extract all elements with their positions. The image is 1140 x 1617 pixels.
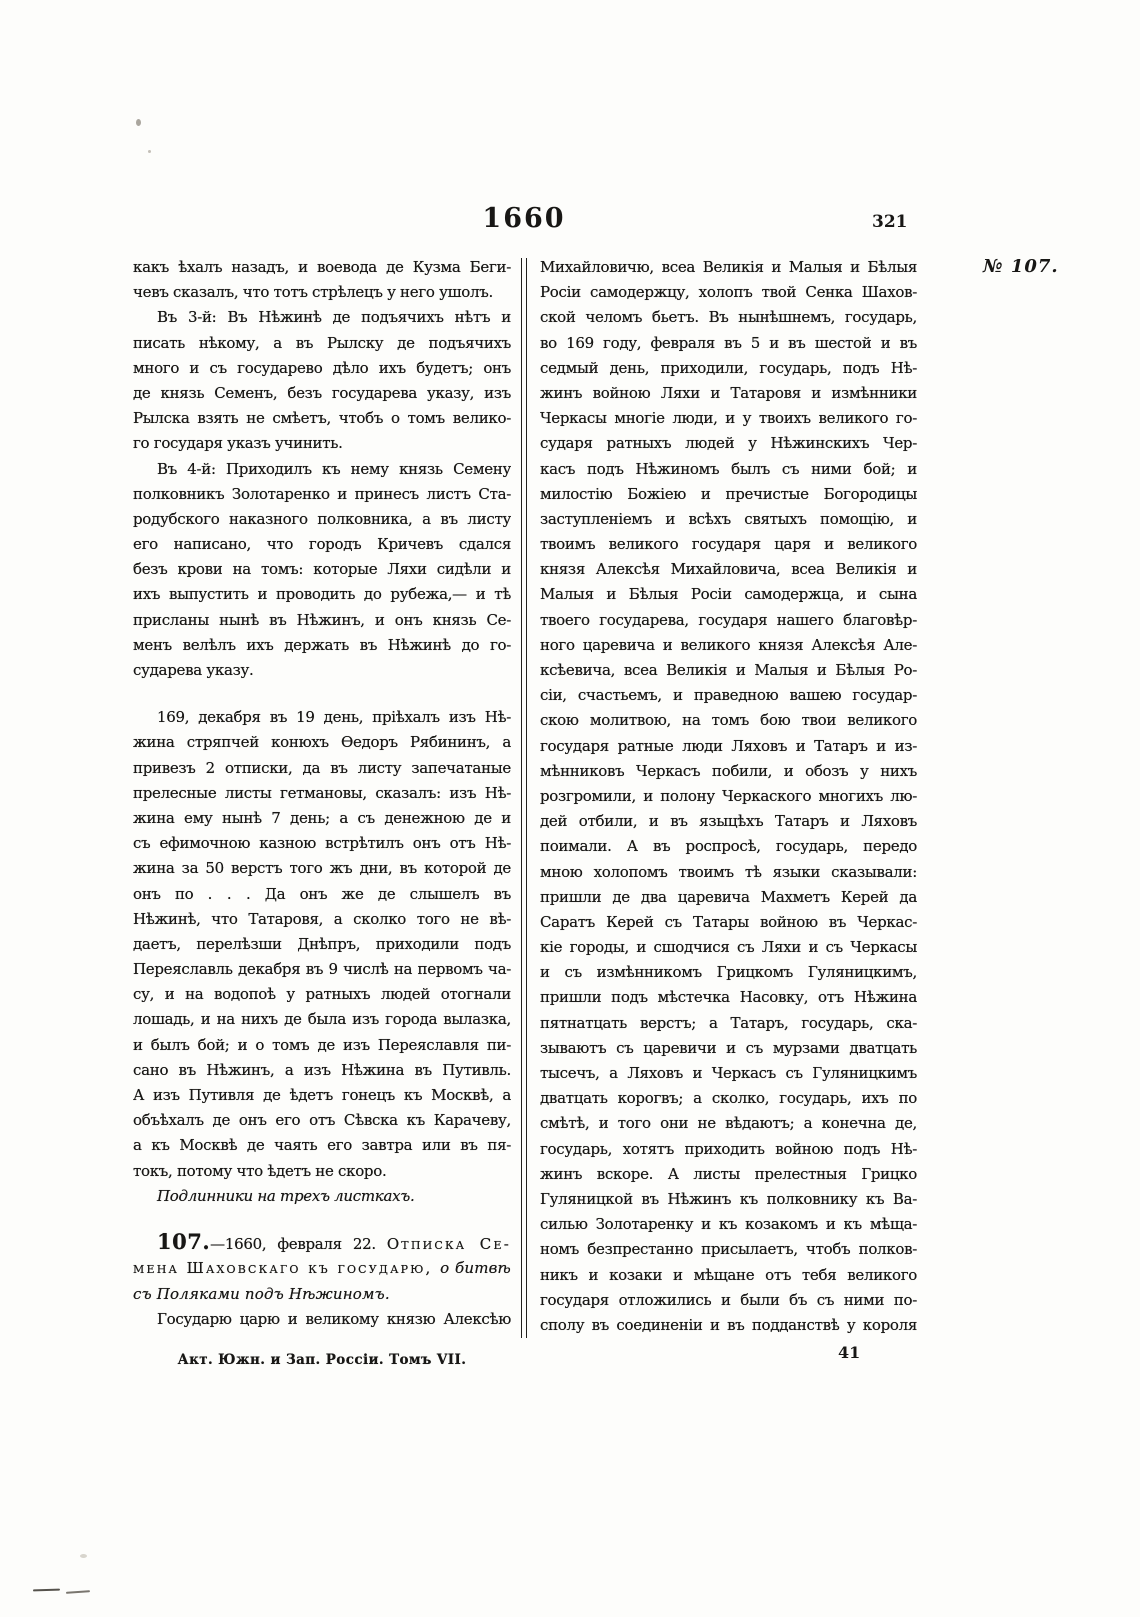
text-line: пришли подъ мѣстечка Насовку, отъ Нѣжина bbox=[540, 988, 917, 1007]
text-line: князя Алексѣя Михайловича, всеа Великія и bbox=[540, 560, 917, 579]
text-line: прелесные листы гетмановы, сказалъ: изъ Нѣ- bbox=[133, 783, 511, 802]
text-run: съ Поляками подъ Нѣжиномъ. bbox=[133, 1284, 390, 1303]
text-line: присланы нынѣ въ Нѣжинъ, и онъ князь Се- bbox=[133, 610, 511, 629]
text-line: чевъ сказалъ, что тотъ стрѣлецъ у него ушолъ. bbox=[133, 283, 493, 302]
text-line: 169, декабря въ 19 день, пріѣхалъ изъ Нѣ- bbox=[157, 708, 511, 727]
text-run: —1660, февраля 22. bbox=[210, 1234, 387, 1253]
text-line: Росіи самодержцу, холопъ твой Сенка Шахов- bbox=[540, 283, 917, 302]
text-line: поимали. А въ роспросѣ, государь, передо bbox=[540, 837, 917, 856]
text-line: Рылска взять не смѣетъ, чтобъ о томъ велико- bbox=[133, 409, 511, 428]
text-line: седмый день, приходили, государь, подъ Нѣ- bbox=[540, 358, 917, 377]
text-line bbox=[133, 1281, 511, 1307]
text-line: Черкасы многіе люди, и у твоихъ великого го- bbox=[540, 409, 917, 428]
source-reference: Акт. Южн. и Зап. Россіи. Томъ VII. bbox=[177, 1352, 467, 1368]
text-line: А изъ Путивля де ѣдетъ гонецъ къ Москвѣ, а bbox=[133, 1086, 511, 1104]
text-line: Въ 4-й: Приходилъ къ нему князь Семену bbox=[157, 459, 511, 478]
scan-speck bbox=[33, 1589, 60, 1592]
scan-speck bbox=[148, 150, 151, 153]
text-run: мена Шаховскаго къ государю, bbox=[133, 1258, 441, 1277]
text-line: и былъ бой; и о томъ де изъ Переяславля пи- bbox=[133, 1035, 511, 1054]
margin-entry-number: № 107. bbox=[983, 256, 1059, 277]
text-line: полковникъ Золотаренко и принесъ листъ Ста- bbox=[133, 484, 511, 503]
text-line: менъ велѣлъ ихъ держать въ Нѣжинѣ до го- bbox=[133, 635, 511, 654]
text-line: Государю царю и великому князю Алексѣю bbox=[157, 1309, 511, 1328]
text-run: о битвѣ bbox=[440, 1258, 511, 1277]
text-line: а къ Москвѣ де чаять его завтра или въ пя- bbox=[133, 1136, 511, 1155]
text-line: милостію Божіею и пречистые Богородицы bbox=[540, 484, 917, 503]
page-header-year: 1660 bbox=[482, 203, 566, 234]
text-line: сполу въ соединеніи и въ подданствѣ у короля bbox=[540, 1315, 917, 1334]
entry-heading bbox=[133, 1229, 511, 1307]
text-line: мѣнниковъ Черкасъ побили, и обозъ у нихъ bbox=[540, 761, 917, 780]
left-column bbox=[133, 255, 511, 1332]
text-line: съ ефимочною казною встрѣтилъ онъ отъ Нѣ- bbox=[133, 834, 511, 853]
text-line: сударева указу. bbox=[133, 661, 254, 679]
column-divider bbox=[521, 258, 527, 1338]
text-line: Гуляницкой въ Нѣжинъ къ полковнику къ Ва- bbox=[540, 1189, 917, 1208]
paragraph bbox=[133, 1184, 511, 1209]
text-line: сударя ратныхъ людей у Нѣжинскихъ Чер- bbox=[540, 434, 917, 453]
text-line: онъ по . . . Да онъ же де слышелъ въ bbox=[133, 884, 511, 903]
text-line: го государя указъ учинить. bbox=[133, 434, 343, 453]
text-line: де князь Семенъ, безъ государева указу, изъ bbox=[133, 383, 511, 402]
paragraph bbox=[133, 457, 511, 684]
text-line: никъ и козаки и мѣщане отъ тебя великого bbox=[540, 1265, 917, 1284]
text-line: во 169 году, февраля въ 5 и въ шестой и въ bbox=[540, 333, 917, 352]
text-line: скою молитвою, на томъ бою твои великого bbox=[540, 711, 917, 730]
text-line: дватцать корогвъ; а сколко, государь, ихъ по bbox=[540, 1089, 917, 1108]
text-line: касъ подъ Нѣжиномъ былъ съ ними бой; и bbox=[540, 459, 917, 478]
paragraph bbox=[133, 255, 511, 305]
text-line: ного царевича и великого князя Алексѣя Але- bbox=[540, 635, 917, 654]
text-line: объѣхалъ де онъ его отъ Сѣвска къ Карачеву, bbox=[133, 1111, 511, 1130]
text-line: и съ измѣнникомъ Грицкомъ Гуляницкимъ, bbox=[540, 963, 917, 982]
text-line bbox=[133, 1229, 511, 1255]
text-line: пришли де два царевича Махметъ Керей да bbox=[540, 887, 917, 906]
page-number: 321 bbox=[872, 212, 908, 232]
text-line: государя отложились и были бъ съ ними по- bbox=[540, 1290, 917, 1309]
scan-speck bbox=[66, 1590, 90, 1594]
text-line: розгромили, и полону Черкаского многихъ лю- bbox=[540, 786, 917, 805]
text-line: мною холопомъ твоимъ тѣ языки сказывали: bbox=[540, 862, 917, 881]
text-line: пятнатцать верстъ; а Татаръ, государь, ска- bbox=[540, 1013, 917, 1032]
text-line: безъ крови на томъ: которые Ляхи сидѣли и bbox=[133, 560, 511, 579]
text-line: су, и на водопоѣ у ратныхъ людей отогнали bbox=[133, 985, 511, 1004]
text-line: даетъ, перелѣзши Днѣпръ, приходили подъ bbox=[133, 934, 511, 953]
text-line bbox=[133, 1255, 511, 1281]
paragraph bbox=[133, 705, 511, 1184]
paragraph bbox=[540, 255, 917, 1338]
text-line: жина за 50 верстъ того жъ дни, въ которой де bbox=[133, 859, 511, 878]
right-column bbox=[540, 255, 917, 1338]
text-line: жина ему нынѣ 7 день; а съ денежною де и bbox=[133, 808, 511, 827]
text-run: Отписка Се- bbox=[386, 1234, 511, 1253]
text-line: Нѣжинѣ, что Татаровя, а сколко того не вѣ- bbox=[133, 909, 511, 928]
text-run: 107. bbox=[157, 1228, 211, 1254]
text-line: ской челомъ бьетъ. Въ нынѣшнемъ, государь, bbox=[540, 308, 917, 327]
text-line: государь, хотятъ приходить войною подъ Нѣ- bbox=[540, 1139, 917, 1158]
text-line: писать нѣкому, а въ Рылску де подъячихъ bbox=[133, 333, 511, 352]
text-line: сано въ Нѣжинъ, а изъ Нѣжина въ Путивль. bbox=[133, 1060, 511, 1079]
signature-mark: 41 bbox=[838, 1343, 861, 1362]
text-line: много и съ государево дѣло ихъ будетъ; онъ bbox=[133, 358, 511, 377]
text-line: Малыя и Бѣлыя Росіи самодержца, и сына bbox=[540, 585, 917, 604]
text-line: Подлинники на трехъ листкахъ. bbox=[157, 1186, 415, 1205]
text-line: ксѣевича, всеа Великія и Малыя и Бѣлыя Ро- bbox=[540, 661, 917, 679]
paragraph bbox=[133, 1307, 511, 1332]
text-line: ихъ выпустить и проводить до рубежа,— и тѣ bbox=[133, 585, 511, 604]
text-line: какъ ѣхалъ назадъ, и воевода де Кузма Беги- bbox=[133, 258, 511, 276]
text-line: Въ 3-й: Въ Нѣжинѣ де подъячихъ нѣтъ и bbox=[157, 308, 511, 327]
text-line: Саратъ Керей съ Татары войною въ Черкас- bbox=[540, 912, 917, 931]
text-line: дей отбили, и въ языцѣхъ Татаръ и Ляховъ bbox=[540, 812, 917, 831]
text-line: тысечъ, а Ляховъ и Черкасъ съ Гуляницкимъ bbox=[540, 1064, 917, 1082]
text-line: твоимъ великого государя царя и великого bbox=[540, 535, 917, 554]
text-line: силью Золотаренку и къ козакомъ и къ мѣща- bbox=[540, 1215, 917, 1234]
text-line: Михайловичю, всеа Великія и Малыя и Бѣлыя bbox=[540, 258, 917, 276]
text-line: родубского наказного полковника, а въ листу bbox=[133, 509, 511, 528]
text-line: привезъ 2 отписки, да въ листу запечатаные bbox=[133, 758, 511, 777]
scan-speck bbox=[136, 119, 141, 126]
text-line: сіи, счастьемъ, и праведною вашею государ- bbox=[540, 686, 917, 705]
text-line: токъ, потому что ѣдетъ не скоро. bbox=[133, 1161, 387, 1180]
text-line: государя ратные люди Ляховъ и Татаръ и из- bbox=[540, 736, 917, 755]
text-line: Переяславль декабря въ 9 числѣ на первомъ ча- bbox=[133, 960, 511, 979]
text-line: жинъ войною Ляхи и Татаровя и измѣнники bbox=[540, 383, 917, 402]
text-line: заступленіемъ и всѣхъ святыхъ помощію, и bbox=[540, 509, 917, 528]
text-line: его написано, что городъ Кричевъ сдался bbox=[133, 535, 511, 554]
text-line: твоего государева, государя нашего благовѣр- bbox=[540, 610, 917, 629]
text-line: лошадь, и на нихъ де была изъ города вылазка, bbox=[133, 1010, 511, 1029]
text-line: смѣтѣ, и того они не вѣдаютъ; а конечна де, bbox=[540, 1114, 917, 1133]
text-line: кіе городы, и сшодчися съ Ляхи и съ Черкасы bbox=[540, 938, 917, 957]
scan-speck bbox=[80, 1554, 87, 1558]
text-line: жина стряпчей конюхъ Ѳедоръ Рябининъ, а bbox=[133, 733, 511, 752]
text-line: зываютъ съ царевичи и съ мурзами дватцать bbox=[540, 1038, 917, 1057]
paragraph bbox=[133, 305, 511, 456]
text-line: жинъ вскоре. А листы прелестныя Грицко bbox=[540, 1164, 917, 1183]
text-line: номъ безпрестанно присылаетъ, чтобъ полков- bbox=[540, 1240, 917, 1259]
